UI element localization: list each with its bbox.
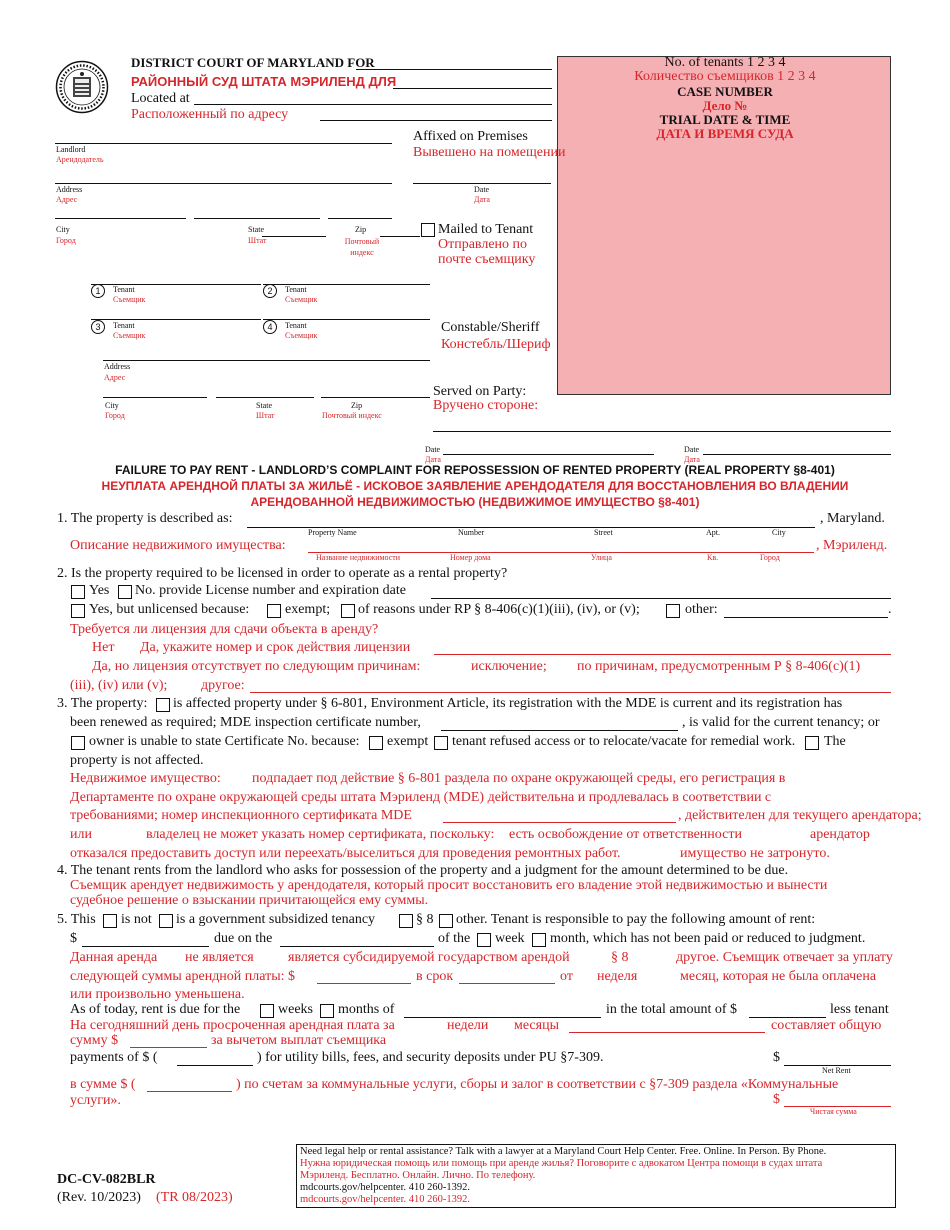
affixed-label-en: Affixed on Premises bbox=[413, 129, 528, 144]
tenant-1-field[interactable] bbox=[91, 284, 261, 285]
item5-r2e: месяц, которая не была оплачена bbox=[680, 969, 877, 984]
licensed-yes-label-ru: Да, укажите номер и срок действия лицензии bbox=[140, 640, 411, 655]
served-label-en: Served on Party: bbox=[433, 384, 527, 399]
tenant-label-en: Tenant bbox=[113, 321, 135, 330]
item2-question-ru: Требуется ли лицензия для сдачи объекта в аренду? bbox=[70, 622, 379, 637]
tenant-refused-checkbox[interactable] bbox=[434, 736, 448, 750]
form-number: DC-CV-082BLR bbox=[57, 1172, 156, 1187]
less-tenant-label: less tenant bbox=[830, 1002, 889, 1017]
item5-r6a: в сумме $ ( bbox=[70, 1077, 136, 1092]
tenants-count-ru: Количество съемщиков 1 2 3 4 bbox=[634, 69, 816, 84]
mde-exempt-label: exempt bbox=[387, 734, 429, 749]
item1-label-ru: Описание недвижимого имущества: bbox=[70, 538, 286, 553]
license-number-field[interactable] bbox=[431, 598, 891, 599]
landlord-label-en: Landlord bbox=[56, 145, 86, 154]
due-date-field[interactable] bbox=[280, 946, 434, 947]
net-dollar-sign: $ bbox=[773, 1050, 780, 1065]
exempt-label: exempt; bbox=[285, 602, 331, 617]
item5-r2d: неделя bbox=[597, 969, 638, 984]
mailed-label-en: Mailed to Tenant bbox=[438, 222, 534, 237]
other-label-ru: другое: bbox=[201, 678, 245, 693]
landlord-label-ru: Арендодатель bbox=[56, 155, 104, 164]
item5-line1-end: other. Tenant is responsible to pay the following amount of rent: bbox=[456, 912, 816, 927]
item3-line1-ru: подпадает под действие § 6-801 раздела по охране окружающей среды, его регистрация в bbox=[252, 771, 786, 786]
item5-r4a: На сегодняшний день просроченная арендная плата за bbox=[70, 1018, 395, 1033]
dollar-sign: $ bbox=[70, 931, 77, 946]
item3-line3b-ru: , действителен для текущего арендатора; bbox=[678, 808, 922, 823]
zip-label-ru: Почтовый индекс bbox=[344, 237, 380, 257]
located-field[interactable] bbox=[194, 104, 552, 105]
item3-line2b-en: , is valid for the current tenancy; or bbox=[682, 715, 880, 730]
trial-date-label-en: TRIAL DATE & TIME bbox=[659, 112, 791, 127]
help-contact-en[interactable]: mdcourts.gov/helpcenter. 410 260-1392. bbox=[300, 1182, 471, 1193]
address-label-ru: Адрес bbox=[56, 195, 78, 204]
tenant-number-2: 2 bbox=[263, 284, 277, 298]
item3-line3-ru: требованиями; номер инспекционного сертификата MDE bbox=[70, 808, 412, 823]
item3-label-en: 3. The property: bbox=[57, 696, 148, 711]
item4-ru-1: Съемщик арендует недвижимость у арендодателя, который просит восстановить его владение этой недвижимостью и вынести bbox=[70, 878, 828, 893]
city-label-en: City bbox=[772, 528, 786, 537]
item3-line2-ru: Департаменте по охране окружающей среды штата Мэриленд (MDE) действительна и продлевалась в соответствии с bbox=[70, 790, 772, 805]
item5-r3: или произвольно уменьшена. bbox=[70, 987, 245, 1002]
tenant-number-3: 3 bbox=[91, 320, 105, 334]
week-label: week bbox=[495, 931, 525, 946]
week-checkbox[interactable] bbox=[477, 933, 491, 947]
item5-label: 5. This bbox=[57, 912, 96, 927]
help-text-ru-2: Мэриленд. Бесплатно. Онлайн. Лично. По телефону. bbox=[300, 1170, 536, 1181]
tenant-city-label-ru: Город bbox=[105, 411, 125, 420]
revision-en: (Rev. 10/2023) bbox=[57, 1190, 141, 1205]
property-name-label-ru: Название недвижимости bbox=[316, 553, 401, 562]
constable-label-ru: Констебль/Шериф bbox=[441, 337, 551, 352]
apt-label-en: Apt. bbox=[706, 528, 720, 537]
date-label-ru: Дата bbox=[474, 195, 490, 204]
of-the-label: of the bbox=[438, 931, 471, 946]
months-of-label: months of bbox=[338, 1002, 395, 1017]
exempt-label-ru: исключение; bbox=[471, 659, 547, 674]
located-label-ru: Расположенный по адресу bbox=[131, 107, 289, 122]
reasons2-label-ru: (iii), (iv) или (v); bbox=[70, 678, 168, 693]
item5-line2-end: month, which has not been paid or reduced to judgment. bbox=[550, 931, 866, 946]
licensed-no-checkbox[interactable] bbox=[118, 585, 132, 599]
tenant-label-en: Tenant bbox=[285, 321, 307, 330]
item3-line5b-ru: имущество не затронуто. bbox=[680, 846, 830, 861]
licensed-yes-label: Yes bbox=[89, 583, 110, 598]
payments-amount-field[interactable] bbox=[177, 1065, 253, 1066]
item5-r2c: от bbox=[560, 969, 573, 984]
tenant-zip-field[interactable] bbox=[321, 397, 430, 398]
net-rent-label-ru: Чистая сумма bbox=[810, 1107, 857, 1116]
tenant-label-ru: Съемщик bbox=[285, 295, 318, 304]
number-label-ru: Номер дома bbox=[450, 553, 491, 562]
mde-exempt-checkbox[interactable] bbox=[369, 736, 383, 750]
owner-unable-label: owner is unable to state Certificate No. because: bbox=[89, 734, 360, 749]
item5-r4c: месяцы bbox=[514, 1018, 559, 1033]
months-checkbox[interactable] bbox=[320, 1004, 334, 1018]
other-reason-field[interactable] bbox=[724, 617, 888, 618]
month-checkbox[interactable] bbox=[532, 933, 546, 947]
case-number-box bbox=[557, 56, 891, 395]
constable-label-en: Constable/Sheriff bbox=[441, 320, 540, 335]
section8-label: § 8 bbox=[416, 912, 434, 927]
landlord-state-field[interactable] bbox=[194, 218, 320, 219]
item5-r1c: является субсидируемой государством арендой bbox=[288, 950, 570, 965]
item5-line3a: As of today, rent is due for the bbox=[70, 1002, 241, 1017]
subsidized-label: is a government subsidized tenancy bbox=[176, 912, 376, 927]
tenants-count-en: No. of tenants 1 2 3 4 bbox=[664, 55, 786, 70]
item1-label-en: 1. The property is described as: bbox=[57, 511, 233, 526]
mailed-label-ru: Отправлено по почте съемщику bbox=[438, 237, 536, 267]
property-name-label-en: Property Name bbox=[308, 528, 357, 537]
court-seal-icon bbox=[55, 60, 109, 114]
item4-en: 4. The tenant rents from the landlord who asks for possession of the property and a judgment for the amount determined to be due. bbox=[57, 863, 789, 878]
case-number-label-en: CASE NUMBER bbox=[677, 84, 773, 99]
help-text-en: Need legal help or rental assistance? Talk with a lawyer at a Maryland Court Help Center. Free. Online. In Person. By Phone. bbox=[300, 1146, 827, 1157]
section8-checkbox[interactable] bbox=[399, 914, 413, 928]
not-affected-label-2: property is not affected. bbox=[70, 753, 204, 768]
owner-unable-checkbox[interactable] bbox=[71, 736, 85, 750]
tenant-state-label-en: State bbox=[256, 401, 272, 410]
net-dollar-sign-ru: $ bbox=[773, 1092, 780, 1107]
tenant-label-ru: Съемщик bbox=[285, 331, 318, 340]
served-label-ru: Вручено стороне: bbox=[433, 398, 539, 413]
item3-line4c-ru: есть освобождение от ответственности bbox=[509, 827, 742, 842]
other-label: other: bbox=[685, 602, 718, 617]
tenant-address-label-en: Address bbox=[104, 362, 131, 371]
rent-amount-field[interactable] bbox=[82, 946, 209, 947]
item5-r6b: ) по счетам за коммунальные услуги, сборы и залог в соответствии с §7-309 раздела «Коммунальные bbox=[236, 1077, 839, 1092]
maryland-en: , Maryland. bbox=[820, 511, 885, 526]
item5-r2b: в срок bbox=[416, 969, 454, 984]
item5-r2a: следующей суммы арендной платы: $ bbox=[70, 969, 296, 984]
total-amount-label: in the total amount of $ bbox=[606, 1002, 738, 1017]
not-affected-checkbox[interactable] bbox=[805, 736, 819, 750]
licensed-no-label: No. provide License number and expiration date bbox=[135, 583, 406, 598]
weeks-label: weeks bbox=[278, 1002, 313, 1017]
item3-line1-en: is affected property under § 6-801, Environment Article, its registration with the MDE is current and its registration has bbox=[173, 696, 843, 711]
apt-label-ru: Кв. bbox=[707, 553, 719, 562]
date-label-en: Date bbox=[684, 445, 700, 454]
street-label-en: Street bbox=[594, 528, 613, 537]
tenant-4-field[interactable] bbox=[263, 319, 430, 320]
item5-r4b: недели bbox=[447, 1018, 489, 1033]
unlicensed-label-ru: Да, но лицензия отсутствует по следующим причинам: bbox=[92, 659, 421, 674]
complaint-title-ru-2: АРЕНДОВАННОЙ НЕДВИЖИМОСТЬЮ (НЕДВИЖИМОЕ ИМУЩЕСТВО §8-401) bbox=[250, 495, 700, 509]
date-label-en: Date bbox=[425, 445, 441, 454]
city-label-en: City bbox=[56, 225, 70, 234]
licensed-yes-checkbox[interactable] bbox=[71, 585, 85, 599]
maryland-ru: , Мэриленд. bbox=[816, 538, 888, 553]
reasons-label: of reasons under RP § 8-406(c)(1)(iii), (iv), or (v); bbox=[358, 602, 640, 617]
licensed-no-label-ru: Нет bbox=[92, 640, 115, 655]
item5-r5a: сумму $ bbox=[70, 1033, 119, 1048]
not-affected-label: The bbox=[824, 734, 846, 749]
payments-label-end: ) for utility bills, fees, and security deposits under PU §7-309. bbox=[257, 1050, 604, 1065]
date-label-ru: Дата bbox=[684, 455, 700, 464]
due-on-label: due on the bbox=[214, 931, 273, 946]
constable-date-field[interactable] bbox=[443, 454, 654, 455]
mde-certificate-field[interactable] bbox=[441, 730, 678, 731]
tenant-label-ru: Съемщик bbox=[113, 331, 146, 340]
item3-line4d-ru: арендатор bbox=[810, 827, 870, 842]
located-label-en: Located at bbox=[131, 91, 190, 106]
landlord-zip-field[interactable] bbox=[328, 218, 392, 219]
item3-label-ru: Недвижимое имущество: bbox=[70, 771, 221, 786]
tenant-label-en: Tenant bbox=[113, 285, 135, 294]
tenant-zip-label-ru: Почтовый индекс bbox=[322, 411, 382, 420]
city-label-ru: Город bbox=[56, 236, 76, 245]
weeks-checkbox[interactable] bbox=[260, 1004, 274, 1018]
affixed-date-field[interactable] bbox=[413, 183, 551, 184]
landlord-city-field[interactable] bbox=[55, 218, 186, 219]
landlord-field[interactable] bbox=[55, 143, 392, 144]
item5-r5b: за вычетом выплат съемщика bbox=[211, 1033, 387, 1048]
date-label-en: Date bbox=[474, 185, 490, 194]
is-subsidized-checkbox[interactable] bbox=[159, 914, 173, 928]
complaint-title-ru-1: НЕУПЛАТА АРЕНДНОЙ ПЛАТЫ ЗА ЖИЛЬЁ - ИСКОВОЕ ЗАЯВЛЕНИЕ АРЕНДОДАТЕЛЯ ДЛЯ ВОССТАНОВЛЕНИЯ ВО ВЛАДЕНИИ bbox=[101, 479, 849, 493]
is-not-checkbox[interactable] bbox=[103, 914, 117, 928]
tenant-label-en: Tenant bbox=[285, 285, 307, 294]
revision-ru: (TR 08/2023) bbox=[156, 1190, 233, 1205]
item2-question-en: 2. Is the property required to be licensed in order to operate as a rental property? bbox=[57, 566, 508, 581]
street-label-ru: Улица bbox=[591, 553, 612, 562]
item5-r1e: другое. Съемщик отвечает за уплату bbox=[676, 950, 893, 965]
number-label-en: Number bbox=[458, 528, 485, 537]
zip-label-en: Zip bbox=[355, 225, 367, 234]
tenant-address-field[interactable] bbox=[103, 360, 430, 361]
reasons-checkbox[interactable] bbox=[341, 604, 355, 618]
state-label-ru: Штат bbox=[248, 236, 267, 245]
state-label-en: State bbox=[248, 225, 264, 234]
item5-r1b: не является bbox=[185, 950, 254, 965]
item5-r1a: Данная аренда bbox=[70, 950, 158, 965]
mailed-checkbox[interactable] bbox=[421, 223, 435, 237]
tenant-number-1: 1 bbox=[91, 284, 105, 298]
address-label-en: Address bbox=[56, 185, 83, 194]
item3-line4a-ru: или bbox=[70, 827, 92, 842]
tenant-2-field[interactable] bbox=[263, 284, 430, 285]
help-center-box bbox=[296, 1144, 896, 1208]
case-number-label-ru: Дело № bbox=[702, 98, 748, 113]
months-period-field[interactable] bbox=[404, 1017, 601, 1018]
tenant-address-label-ru: Адрес bbox=[104, 373, 126, 382]
tenant-state-label-ru: Штат bbox=[256, 411, 275, 420]
court-title-ru: РАЙОННЫЙ СУД ШТАТА МЭРИЛЕНД ДЛЯ bbox=[131, 74, 397, 89]
reasons-label-ru: по причинам, предусмотренным Р § 8-406(c)(1) bbox=[577, 659, 861, 674]
item3-line4b-ru: владелец не может указать номер сертификата, поскольку: bbox=[146, 827, 495, 842]
other-checkbox[interactable] bbox=[666, 604, 680, 618]
net-rent-label-en: Net Rent bbox=[822, 1066, 851, 1075]
is-not-label: is not bbox=[121, 912, 152, 927]
city-label-ru: Город bbox=[760, 553, 780, 562]
unlicensed-checkbox[interactable] bbox=[71, 604, 85, 618]
item5-r4d: составляет общую bbox=[771, 1018, 882, 1033]
landlord-address-field[interactable] bbox=[55, 183, 392, 184]
tenant-city-label-en: City bbox=[105, 401, 119, 410]
item3-line2-en: been renewed as required; MDE inspection certificate number, bbox=[70, 715, 421, 730]
other-tenancy-checkbox[interactable] bbox=[439, 914, 453, 928]
item4-ru-2: судебное решение о взыскании причитающейся ему суммы. bbox=[70, 893, 429, 908]
served-date-field[interactable] bbox=[703, 454, 891, 455]
item5-r7: услуги». bbox=[70, 1093, 121, 1108]
tenant-state-field[interactable] bbox=[216, 397, 314, 398]
item5-r1d: § 8 bbox=[611, 950, 629, 965]
tenant-refused-label: tenant refused access or to relocate/vacate for remedial work. bbox=[452, 734, 796, 749]
complaint-title-en: FAILURE TO PAY RENT - LANDLORD’S COMPLAINT FOR REPOSSESSION OF RENTED PROPERTY (REAL PROPERTY §8-401) bbox=[115, 463, 835, 477]
date-label-ru: Дата bbox=[425, 455, 441, 464]
payments-label: payments of $ ( bbox=[70, 1050, 158, 1065]
tenant-3-field[interactable] bbox=[91, 319, 261, 320]
court-title-en: DISTRICT COURT OF MARYLAND FOR bbox=[131, 55, 375, 70]
served-party-field[interactable] bbox=[433, 431, 891, 432]
exempt-checkbox[interactable] bbox=[267, 604, 281, 618]
affected-property-checkbox[interactable] bbox=[156, 698, 170, 712]
tenant-city-field[interactable] bbox=[103, 397, 207, 398]
tenant-label-ru: Съемщик bbox=[113, 295, 146, 304]
item3-line5a-ru: отказался предоставить доступ или переехать/выселиться для проведения ремонтных работ. bbox=[70, 846, 621, 861]
trial-date-label-ru: ДАТА И ВРЕМЯ СУДА bbox=[656, 126, 794, 141]
tenant-zip-label-en: Zip bbox=[351, 401, 363, 410]
help-contact-ru[interactable]: mdcourts.gov/helpcenter. 410 260-1392. bbox=[300, 1194, 471, 1205]
affixed-label-ru: Вывешено на помещении bbox=[413, 145, 566, 160]
help-text-ru-1: Нужна юридическая помощь или помощь при аренде жилья? Поговорите с адвокатом Центра помощи в судах штата bbox=[300, 1158, 823, 1169]
tenant-number-4: 4 bbox=[263, 320, 277, 334]
unlicensed-label: Yes, but unlicensed because: bbox=[89, 602, 250, 617]
